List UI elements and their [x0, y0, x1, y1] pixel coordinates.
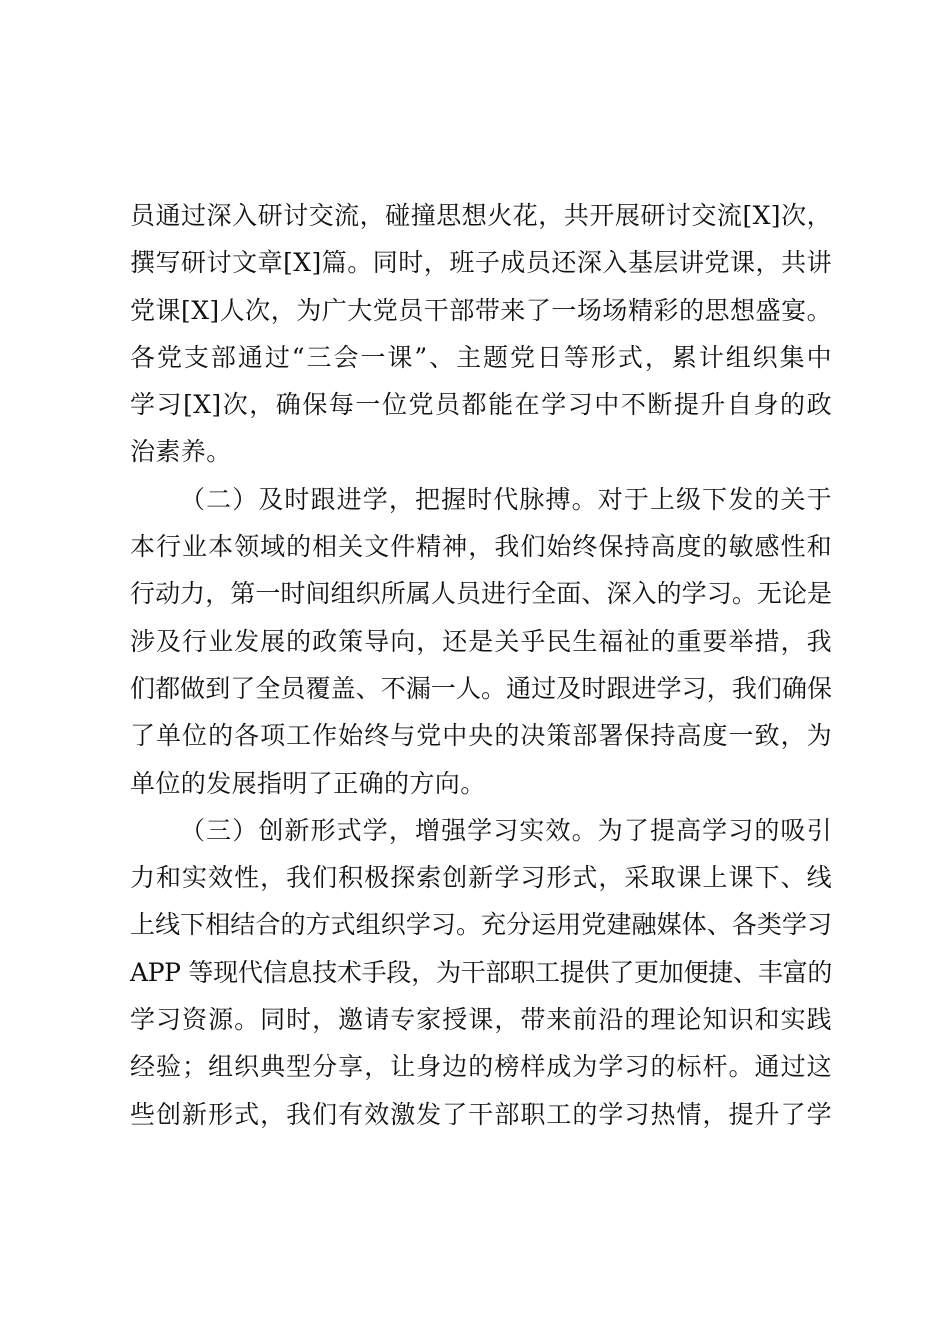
text-line: 各党支部通过“三会一课”、主题党日等形式，累计组织集中 — [130, 342, 832, 372]
text-line: 们都做到了全员覆盖、不漏一人。通过及时跟进学习，我们确保 — [130, 673, 832, 703]
text-line: 员通过深入研讨交流，碰撞思想火花，共开展研讨交流[X]次， — [130, 201, 832, 230]
text-line: 学习资源。同时，邀请专家授课，带来前沿的理论知识和实践 — [130, 1005, 832, 1035]
paragraph-innovative-study — [130, 807, 832, 1138]
text-line: 经验；组织典型分享，让身边的榜样成为学习的标杆。通过这 — [130, 1052, 832, 1082]
text-line: （三）创新形式学，增强学习实效。为了提高学习的吸引 — [180, 815, 832, 845]
text-line: 涉及行业发展的政策导向，还是关乎民生福祉的重要举措，我 — [130, 626, 832, 656]
text-line: 力和实效性，我们积极探索创新学习形式，采取课上课下、线 — [130, 863, 832, 893]
text-line: 些创新形式，我们有效激发了干部职工的学习热情，提升了学 — [130, 1099, 832, 1129]
text-line: 党课[X]人次，为广大党员干部带来了一场场精彩的思想盛宴。 — [130, 295, 832, 325]
text-line: 本行业本领域的相关文件精神，我们始终保持高度的敏感性和 — [130, 532, 832, 562]
text-line: 单位的发展指明了正确的方向。 — [130, 768, 486, 798]
paragraph-study-exchange — [130, 192, 832, 476]
text-line: 上线下相结合的方式组织学习。充分运用党建融媒体、各类学习 — [130, 910, 832, 940]
text-line: （二）及时跟进学，把握时代脉搏。对于上级下发的关于 — [180, 484, 832, 514]
text-line: 学习[X]次，确保每一位党员都能在学习中不断提升自身的政 — [130, 390, 832, 420]
text-line: 撰写研讨文章[X]篇。同时，班子成员还深入基层讲党课，共讲 — [130, 248, 832, 278]
paragraph-timely-study — [130, 476, 832, 807]
text-line: APP 等现代信息技术手段，为干部职工提供了更加便捷、丰富的 — [130, 957, 832, 987]
text-line: 了单位的各项工作始终与党中央的决策部署保持高度一致，为 — [130, 721, 832, 751]
document-body — [130, 192, 832, 1138]
text-line: 行动力，第一时间组织所属人员进行全面、深入的学习。无论是 — [130, 579, 832, 609]
text-line: 治素养。 — [130, 437, 232, 467]
